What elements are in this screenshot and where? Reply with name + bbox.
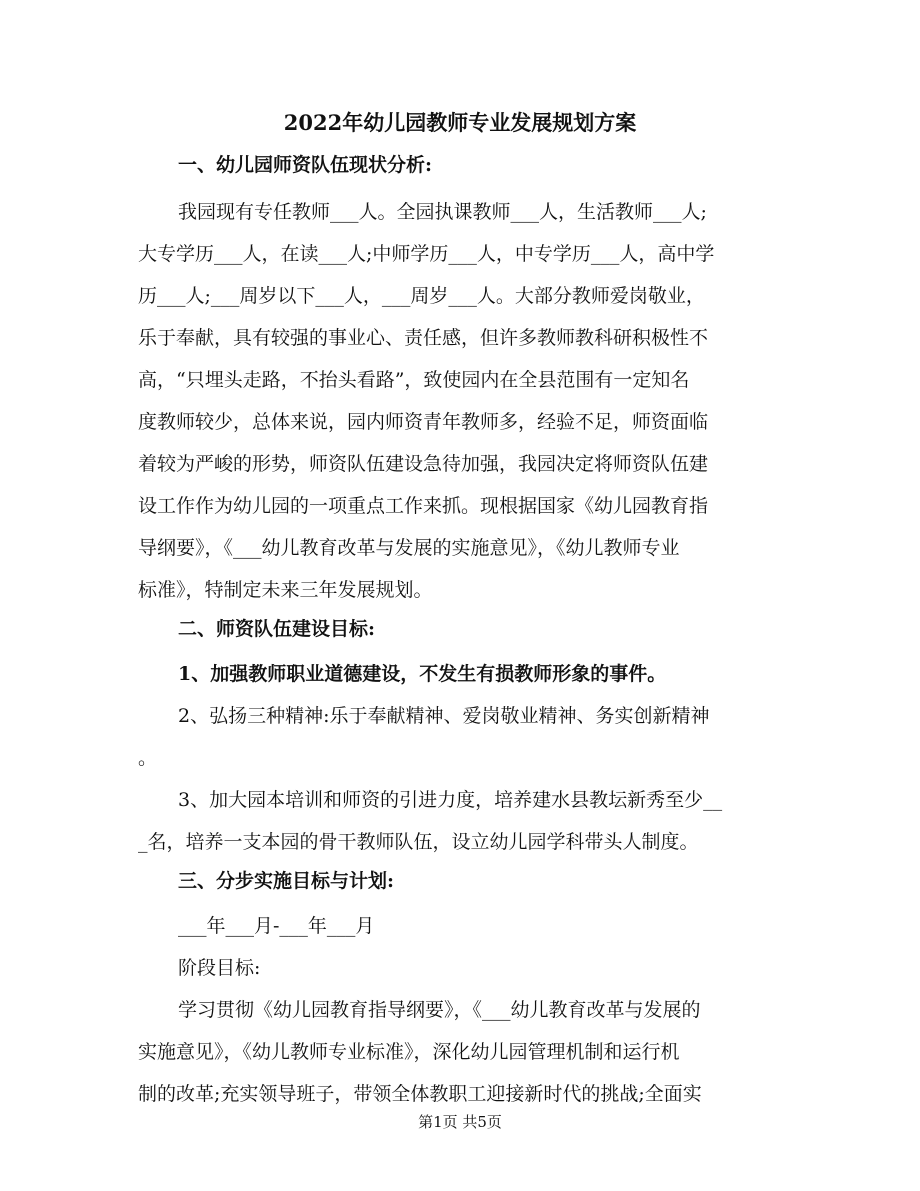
paragraph-line: 导纲要》，《___幼儿教育改革与发展的实施意见》，《幼儿教师专业	[138, 537, 680, 559]
paragraph-line: 度教师较少，总体来说，园内师资青年教师多，经验不足，师资面临	[138, 411, 709, 433]
stage-goal-label: 阶段目标:	[178, 957, 261, 979]
heading-3: 三、分步实施目标与计划:	[178, 870, 395, 892]
heading-1: 一、幼儿园师资队伍现状分析:	[178, 154, 433, 176]
period-line: ___年___月-___年___月	[178, 915, 375, 937]
goal-item-2: 2、弘扬三种精神:乐于奉献精神、爱岗敬业精神、务实创新精神	[178, 705, 710, 727]
paragraph-line: 标准》，特制定未来三年发展规划。	[138, 579, 433, 601]
heading-2: 二、师资队伍建设目标:	[178, 618, 376, 640]
paragraph-line: 历___人;___周岁以下___人，___周岁___人。大部分教师爱岗敬业，	[138, 285, 705, 307]
paragraph-line: 我园现有专任教师___人。全园执课教师___人，生活教师___人;	[178, 201, 707, 223]
paragraph-line: 乐于奉献，具有较强的事业心、责任感，但许多教师教科研积极性不	[138, 327, 709, 349]
paragraph-line: 着较为严峻的形势，师资队伍建设急待加强，我园决定将师资队伍建	[138, 453, 709, 475]
paragraph-line: _名，培养一支本园的骨干教师队伍，设立幼儿园学科带头人制度。	[138, 831, 699, 853]
paragraph-line: 设工作作为幼儿园的一项重点工作来抓。现根据国家《幼儿园教育指	[138, 495, 709, 517]
paragraph-line: 大专学历___人，在读___人;中师学历___人，中专学历___人，高中学	[138, 243, 715, 265]
document-title: 2022年幼儿园教师专业发展规划方案	[283, 110, 637, 135]
goal-item-3: 3、加大园本培训和师资的引进力度，培养建水县教坛新秀至少__	[178, 789, 723, 811]
paragraph-line: 制的改革;充实领导班子，带领全体教职工迎接新时代的挑战;全面实	[138, 1083, 702, 1105]
paragraph-line: 高，“只埋头走路，不抬头看路”，致使园内在全县范围有一定知名	[138, 369, 690, 391]
paragraph-line: 学习贯彻《幼儿园教育指导纲要》，《___幼儿教育改革与发展的	[178, 999, 701, 1021]
goal-item-1: 1、加强教师职业道德建设，不发生有损教师形象的事件。	[178, 663, 667, 685]
page-footer: 第1页 共5页	[418, 1113, 502, 1131]
paragraph-line: 。	[138, 747, 158, 769]
paragraph-line: 实施意见》，《幼儿教师专业标准》，深化幼儿园管理机制和运行机	[138, 1041, 680, 1063]
